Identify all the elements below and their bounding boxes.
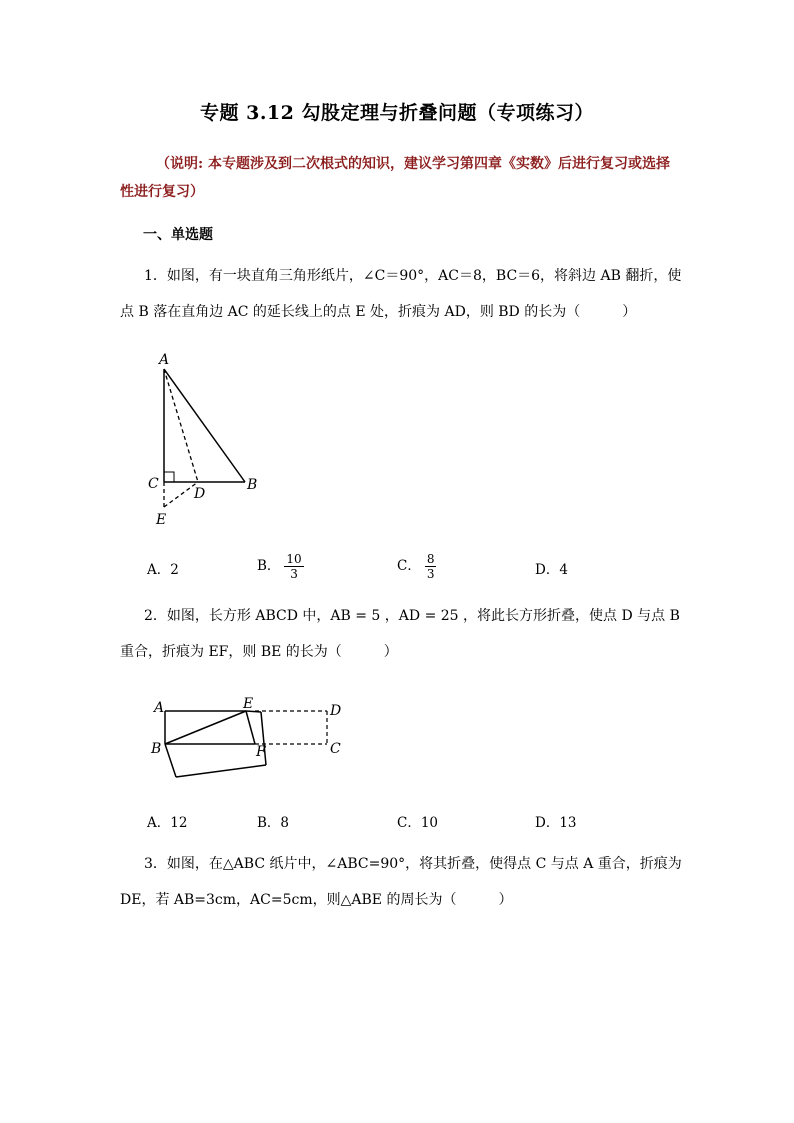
figure1-label-d: D [194,486,206,502]
q2-option-d[interactable]: D．13 [535,815,577,831]
q1-option-a[interactable]: A．2 [147,562,179,578]
q1-option-b-fraction: $\frac{10}{3}$ [286,552,302,581]
figure1-label-a: A [159,352,170,368]
question-2-options [147,811,667,843]
figure2-label-b: B [151,741,162,757]
q1-option-c-fraction: $\frac{8}{3}$ [426,552,435,581]
figure2-label-d: D [330,703,342,719]
q1-option-b[interactable] [257,552,304,581]
q1-option-c-prefix: C． [397,558,421,574]
question-2-figure [145,695,360,785]
question-2-text: 2．如图，长方形 ABCD 中，AB = 5 ，AD = 25 ，将此长方形折叠，使点 D 与点 B 重合，折痕为 EF，则 BE 的长为（ ） [120,608,680,660]
q1-option-d[interactable]: D．4 [535,562,568,578]
q1-option-b-prefix: B． [257,558,281,574]
question-1-figure [140,345,280,535]
section-heading: 一、单选题 [143,227,213,243]
question-3-text: 3．如图，在△ABC 纸片中，∠ABC=90°，将其折叠，使得点 C 与点 A 重合，折痕为 DE，若 AB=3cm，AC=5cm，则△ABE 的周长为（ ） [120,856,682,908]
q2-option-b[interactable]: B．8 [257,815,290,831]
figure2-label-c: C [330,741,341,757]
figure2-label-f: F [256,744,266,760]
question-1-text: 1．如图，有一块直角三角形纸片，∠C＝90°，AC＝8，BC＝6，将斜边 AB 翻折，使点 B 落在直角边 AC 的延长线上的点 E 处，折痕为 AD，则 BD 的长为（ ） [120,268,682,320]
q1-option-c[interactable] [397,552,436,581]
figure1-label-b: B [247,477,258,493]
question-1-options [147,552,667,584]
instruction-note: （说明: 本专题涉及到二次根式的知识，建议学习第四章《实数》后进行复习或选择性进行复习） [120,156,671,200]
figure2-label-e: E [243,696,254,712]
q2-option-c[interactable]: C．10 [397,815,439,831]
figure2-label-a: A [154,700,165,716]
page-title: 专题 3.12 勾股定理与折叠问题（专项练习） [199,102,594,124]
figure1-label-e: E [156,512,167,528]
q2-option-a[interactable]: A．12 [147,815,188,831]
figure1-label-c: C [148,476,159,492]
